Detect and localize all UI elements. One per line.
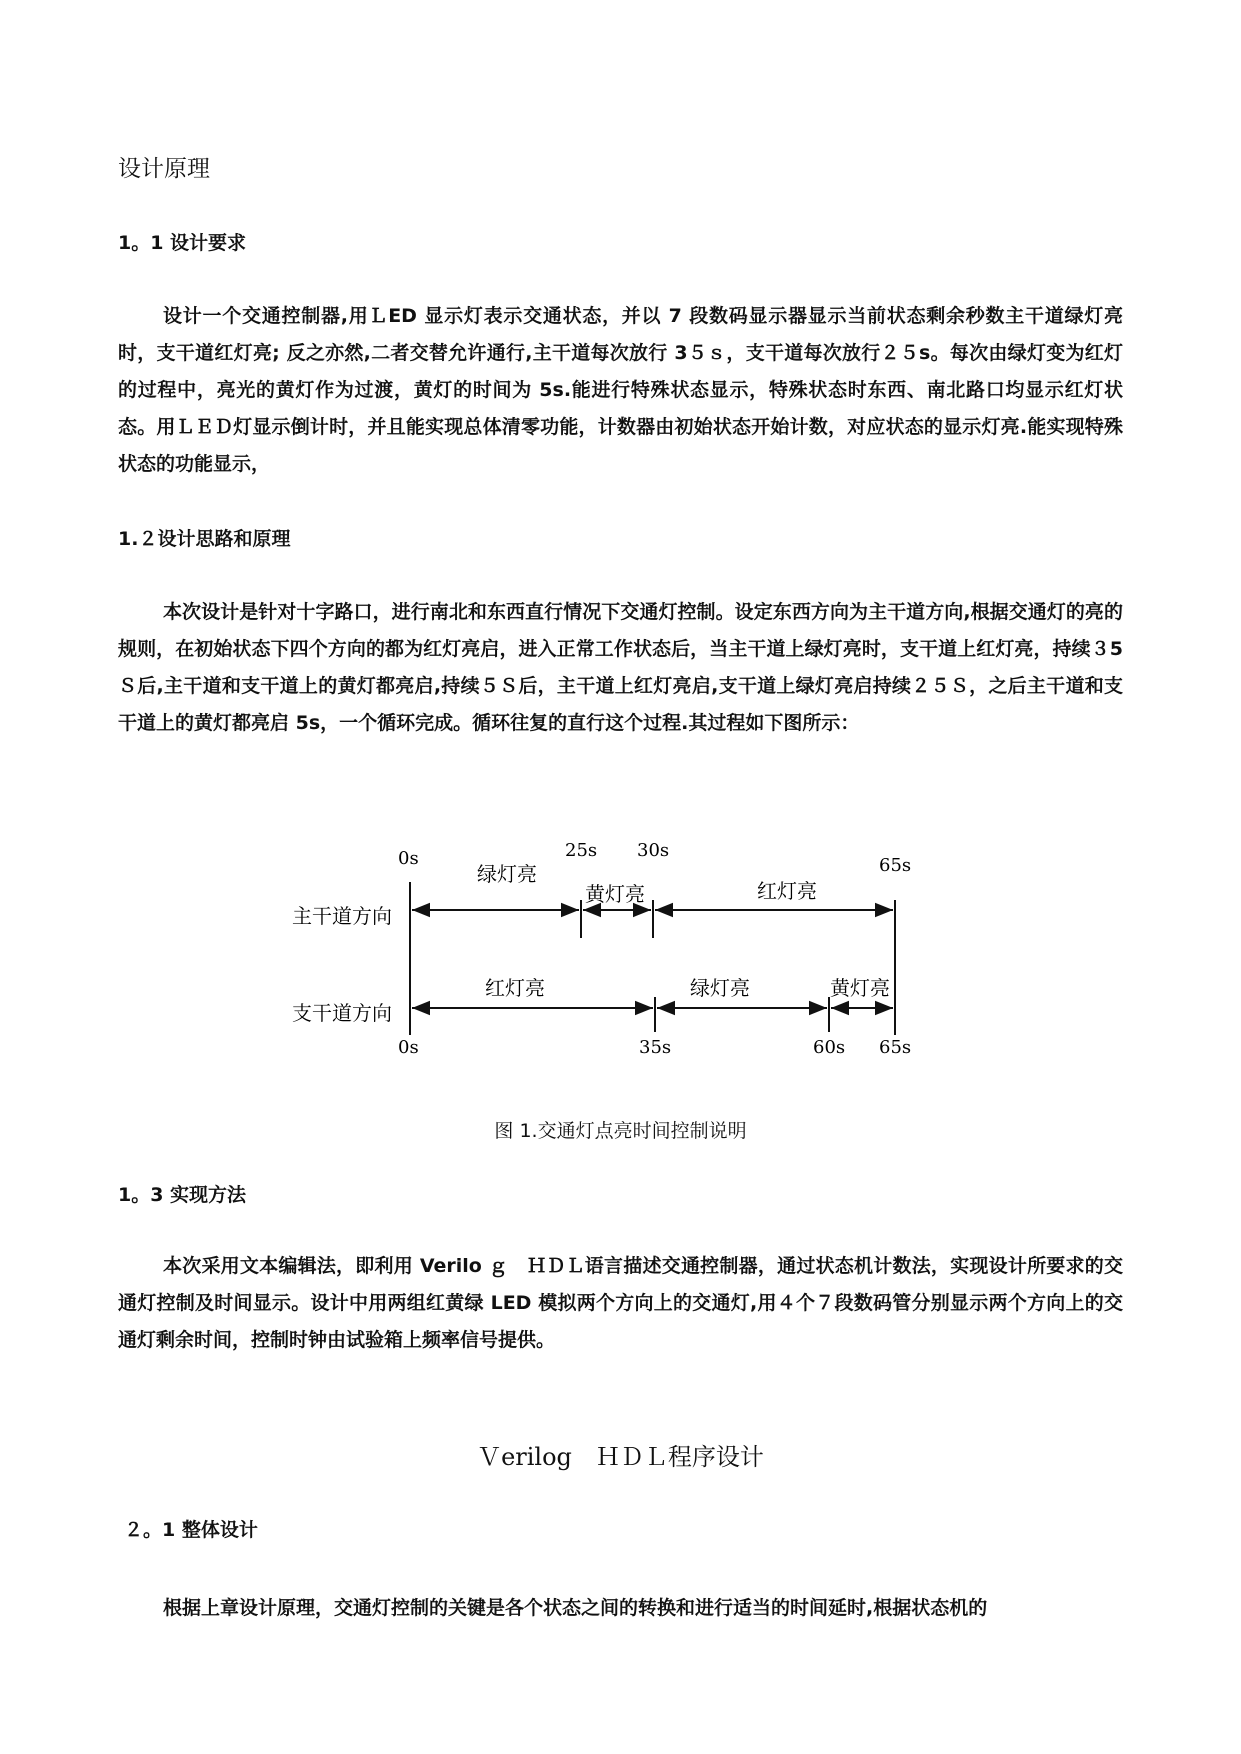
paragraph-implementation: 本次采用文本编辑法，即利用 Verilo ｇ ＨＤＬ语言描述交通控制器，通过状态机计数法，实现设计所要求的交通灯控制及时间显示。设计中用两组红黄绿 LED 模拟两个方向上的交通灯,用４个７段数码管分别显示两个方向上的交通灯剩余时间，控制时钟由试验箱上频率信号提供。 <box>118 1255 1123 1351</box>
branch-yellow-label: 黄灯亮 <box>830 976 890 1000</box>
heading-2-1: ２。1 整体设计 <box>124 1519 258 1541</box>
branch-red-label: 红灯亮 <box>485 976 545 1000</box>
branch-tick-65: 65s <box>879 1037 912 1058</box>
section-title: 设计原理 <box>118 156 210 182</box>
paragraph-principle: 本次设计是针对十字路口，进行南北和东西直行情况下交通灯控制。设定东西方向为主干道方向,根据交通灯的亮的规则，在初始状态下四个方向的都为红灯亮启，进入正常工作状态后，当主干道上绿灯亮时，支干道上红灯亮，持续３5Ｓ后,主干道和支干道上的黄灯都亮启,持续５Ｓ后，主干道上红灯亮启,支干道上绿灯亮启持续２５Ｓ，之后主干道和支干道上的黄灯都亮启 5s，一个循环完成。循环往复的直行这个过程.其过程如下图所示： <box>118 601 1123 734</box>
branch-tick-60: 60s <box>813 1037 846 1058</box>
main-yellow-label: 黄灯亮 <box>585 882 645 906</box>
main-tick-30: 30s <box>637 840 670 861</box>
main-road-label: 主干道方向 <box>292 904 392 928</box>
paragraph-overall-design: 根据上章设计原理，交通灯控制的关键是各个状态之间的转换和进行适当的时间延时,根据状态机的 <box>163 1597 988 1619</box>
branch-road-label: 支干道方向 <box>292 1001 392 1025</box>
heading-1-1: 1。1 设计要求 <box>118 232 247 254</box>
heading-1-3: 1。3 实现方法 <box>118 1184 247 1206</box>
chapter-title: Ｖerilog ＨＤＬ程序设计 <box>477 1443 764 1471</box>
main-tick-0: 0s <box>398 848 419 869</box>
branch-tick-0: 0s <box>398 1037 419 1058</box>
main-tick-65: 65s <box>879 855 912 876</box>
main-red-label: 红灯亮 <box>757 879 817 903</box>
branch-tick-35: 35s <box>639 1037 672 1058</box>
paragraph-requirements: 设计一个交通控制器,用ＬED 显示灯表示交通状态，并以 7 段数码显示器显示当前状态剩余秒数主干道绿灯亮时，支干道红灯亮; 反之亦然,二者交替允许通行,主干道每次放行 3５ｓ，支干道每次放行２５s。每次由绿灯变为红灯的过程中，亮光的黄灯作为过渡，黄灯的时间为 5s.能进行特殊状态显示，特殊状态时东西、南北路口均显示红灯状态。用ＬＥＤ灯显示倒计时，并且能实现总体清零功能，计数器由初始状态开始计数，对应状态的显示灯亮.能实现特殊状态的功能显示， <box>118 305 1123 475</box>
timing-diagram <box>280 830 930 1080</box>
figure-caption: 图 1.交通灯点亮时间控制说明 <box>494 1120 747 1142</box>
heading-1-2: 1.２设计思路和原理 <box>118 528 291 550</box>
branch-green-label: 绿灯亮 <box>690 976 750 1000</box>
main-tick-25: 25s <box>565 840 598 861</box>
main-green-label: 绿灯亮 <box>477 862 537 886</box>
